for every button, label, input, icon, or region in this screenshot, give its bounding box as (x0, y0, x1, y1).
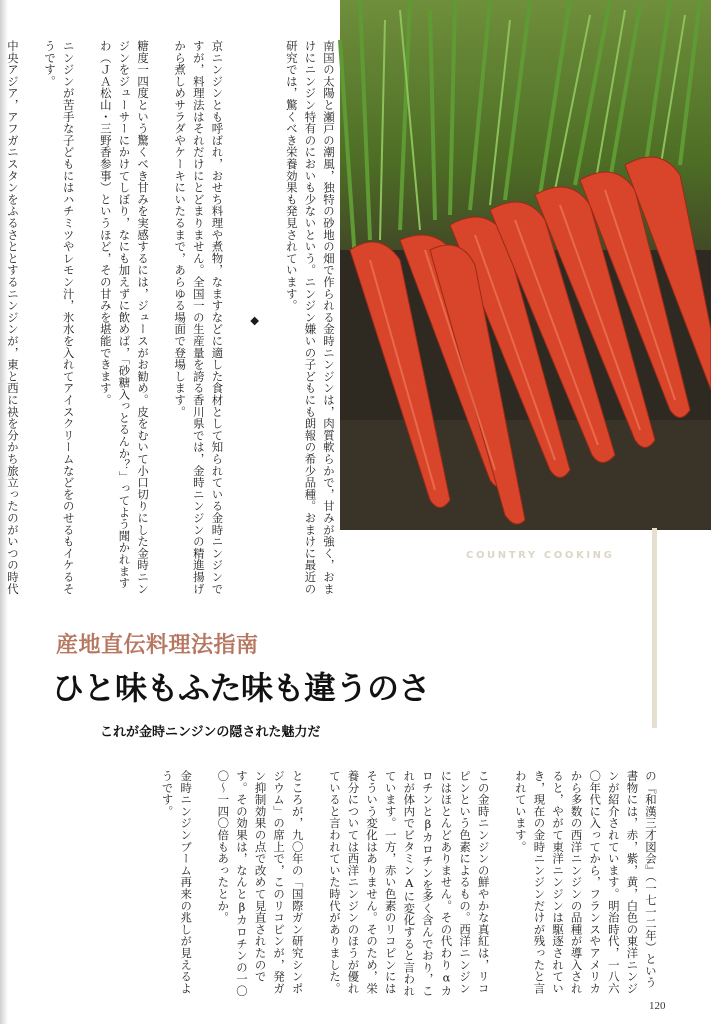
page-number: 120 (649, 1000, 666, 1012)
paragraph: 中央アジア，アフガニスタンをふるさととするニンジンが，東と西に袂を分かち旅立ったのがいつの時代 (5, 40, 20, 595)
carrot-illustration (340, 0, 711, 530)
decorative-rule (652, 528, 657, 728)
paragraph: の『和漢三才図会』（一七一二年）という書物には，赤，紫，黄，白色の東洋ニンジンが紹介されています。明治時代，一八六〇年代に入ってから，フランスやアメリカから多数の西洋ニンジンの品種が導入されると，やがて東洋ニンジンは駆逐されていき，現在の金時ニンジンだけが残ったと言われています。 (513, 770, 658, 995)
article-title: ひと味もふた味も違うのさ (52, 669, 431, 707)
article-top-text (5, 40, 338, 600)
paragraph: ところが，九〇年の「国際ガン研究シンポジウム」の席上で，このリコピンが，発ガン抑制効果の点で改めて見直されたのです。その効果は，なんとβカロチンの一〇〇〜一四〇倍もあったとか。 (216, 770, 305, 997)
carrot-photo (340, 0, 711, 530)
paragraph: 金時ニンジンブーム再来の兆しが見えるようです。 (160, 770, 194, 995)
article-tagline: これが金時ニンジンの隠された魅力だ (100, 725, 321, 740)
paragraph: ニンジンが苦手な子どもにはハチミツやレモン汁，氷水を入れてアイスクリームなどをのせるもイケるそうです。 (43, 40, 76, 595)
series-label: COUNTRY COOKING (466, 550, 615, 561)
article-bottom-text (52, 770, 660, 1000)
paragraph: 南国の太陽と瀬戸の潮風，独特の砂地の畑で作られる金時ニンジンは，肉質軟らかで，甘みが強く，おまけにニンジン特有のにおいも少ないという。ニンジン嫌いの子どもにも朗報の希少品種。おまけに最近の研究では，驚くべき栄養効果も発見されています。 (284, 40, 336, 595)
paragraph: 糖度一四度という驚くべき甘みを実感するには，ジュースがお勧め。皮をむいて小口切りにした金時ニンジンをジューサーにかけてしぼり，なにも加えずに飲めば，「砂糖入っとるんか？」ってよう聞かれますわ（ＪＡ松山・三野香参事）というほど，その甘みを堪能できます。 (98, 40, 151, 595)
article-subtitle: 産地直伝料理法指南 (56, 633, 259, 658)
paragraph: この金時ニンジンの鮮やかな真紅は，リコピンという色素によるもの。西洋ニンジンにはほとんどありません。その代わりαカロチンとβカロチンを多く含んでおり，これが体内でビタミンAに変化すると言われています。一方，赤い色素のリコピンにはそういう変化はありません。そのため，栄養分については西洋ニンジンのほうが優れていると言われていた時代がありました。 (327, 770, 491, 997)
diamond-separator: ◆ (247, 312, 262, 328)
paragraph: 京ニンジンとも呼ばれ，おせち料理や煮物，なますなどに適した食材として知られている金時ニンジンですが，料理法はそれだけにとどまりません。全国一の生産量を誇る香川県では，金時ニンジンの精進揚げから煮しめサラダやケーキにいたるまで，あらゆる場面で登場します。 (173, 40, 225, 595)
